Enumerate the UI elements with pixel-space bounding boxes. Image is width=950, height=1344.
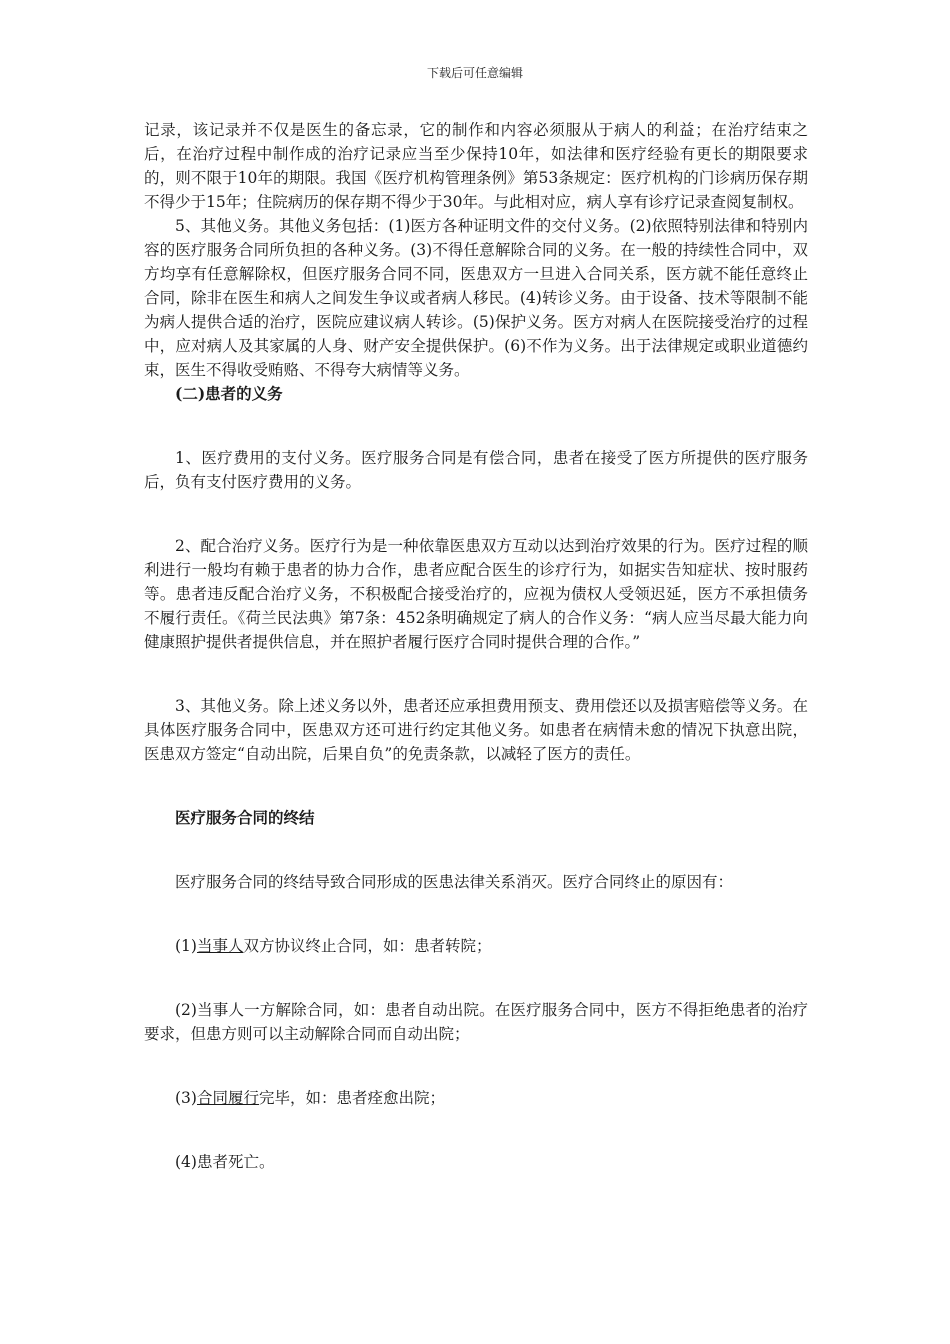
list-item-termination-3 (144, 1086, 808, 1110)
link-contract-performance[interactable]: 合同履行 (196, 1089, 259, 1107)
document-body (144, 118, 808, 1174)
paragraph-payment-obligation: 1、医疗费用的支付义务。医疗服务合同是有偿合同，患者在接受了医方所提供的医疗服务后，负有支付医疗费用的义务。 (144, 449, 808, 491)
paragraph-medical-records: 记录，该记录并不仅是医生的备忘录，它的制作和内容必须服从于病人的利益；在治疗结束之后，在治疗过程中制作成的治疗记录应当至少保持10年，如法律和医疗经验有更长的期限要求的，则不限于10年的期限。我国《医疗机构管理条例》第53条规定：医疗机构的门诊病历保存期不得少于15年；住院病历的保存期不得少于30年。与此相对应，病人享有诊疗记录查阅复制权。 (144, 121, 808, 211)
section-heading-contract-termination: 医疗服务合同的终结 (175, 808, 315, 827)
list-item-text: 完毕，如：患者痊愈出院； (258, 1089, 445, 1107)
list-item-number: (3) (175, 1089, 197, 1107)
section-heading-patient-obligations: (二)患者的义务 (175, 384, 283, 403)
paragraph-termination-intro: 医疗服务合同的终结导致合同形成的医患法律关系消灭。医疗合同终止的原因有： (175, 873, 734, 891)
list-item-number: (1) (175, 937, 197, 955)
list-item-termination-2: (2)当事人一方解除合同，如：患者自动出院。在医疗服务合同中，医方不得拒绝患者的治疗要求，但患方则可以主动解除合同而自动出院； (144, 1001, 808, 1043)
paragraph-other-obligations-doctor: 5、其他义务。其他义务包括：(1)医方各种证明文件的交付义务。(2)依照特别法律和特别内容的医疗服务合同所负担的各种义务。(3)不得任意解除合同的义务。在一般的持续性合同中，双方均享有任意解除权，但医疗服务合同不同，医患双方一旦进入合同关系，医方就不能任意终止合同，除非在医生和病人之间发生争议或者病人移民。(4)转诊义务。由于设备、技术等限制不能为病人提供合适的治疗，医院应建议病人转诊。(5)保护义务。医方对病人在医院接受治疗的过程中，应对病人及其家属的人身、财产安全提供保护。(6)不作为义务。出于法律规定或职业道德约束，医生不得收受贿赂、不得夸大病情等义务。 (144, 217, 808, 379)
paragraph-other-obligations-patient: 3、其他义务。除上述义务以外，患者还应承担费用预支、费用偿还以及损害赔偿等义务。在具体医疗服务合同中，医患双方还可进行约定其他义务。如患者在病情未愈的情况下执意出院，医患双方签定“自动出院，后果自负”的免责条款，以减轻了医方的责任。 (144, 697, 808, 763)
paragraph-cooperation-obligation: 2、配合治疗义务。医疗行为是一种依靠医患双方互动以达到治疗效果的行为。医疗过程的顺利进行一般均有赖于患者的协力合作，患者应配合医生的诊疗行为，如据实告知症状、按时服药等。患者违反配合治疗义务，不积极配合接受治疗的，应视为债权人受领迟延，医方不承担债务不履行责任。《荷兰民法典》第7条：452条明确规定了病人的合作义务：“病人应当尽最大能力向健康照护提供者提供信息，并在照护者履行医疗合同时提供合理的合作。” (144, 537, 808, 651)
list-item-termination-4: (4)患者死亡。 (175, 1153, 275, 1171)
list-item-termination-1 (144, 934, 808, 958)
page-header: 下载后可任意编辑 (426, 66, 523, 80)
link-parties[interactable]: 当事人 (196, 937, 244, 955)
list-item-text: 双方协议终止合同，如：患者转院； (243, 937, 492, 955)
